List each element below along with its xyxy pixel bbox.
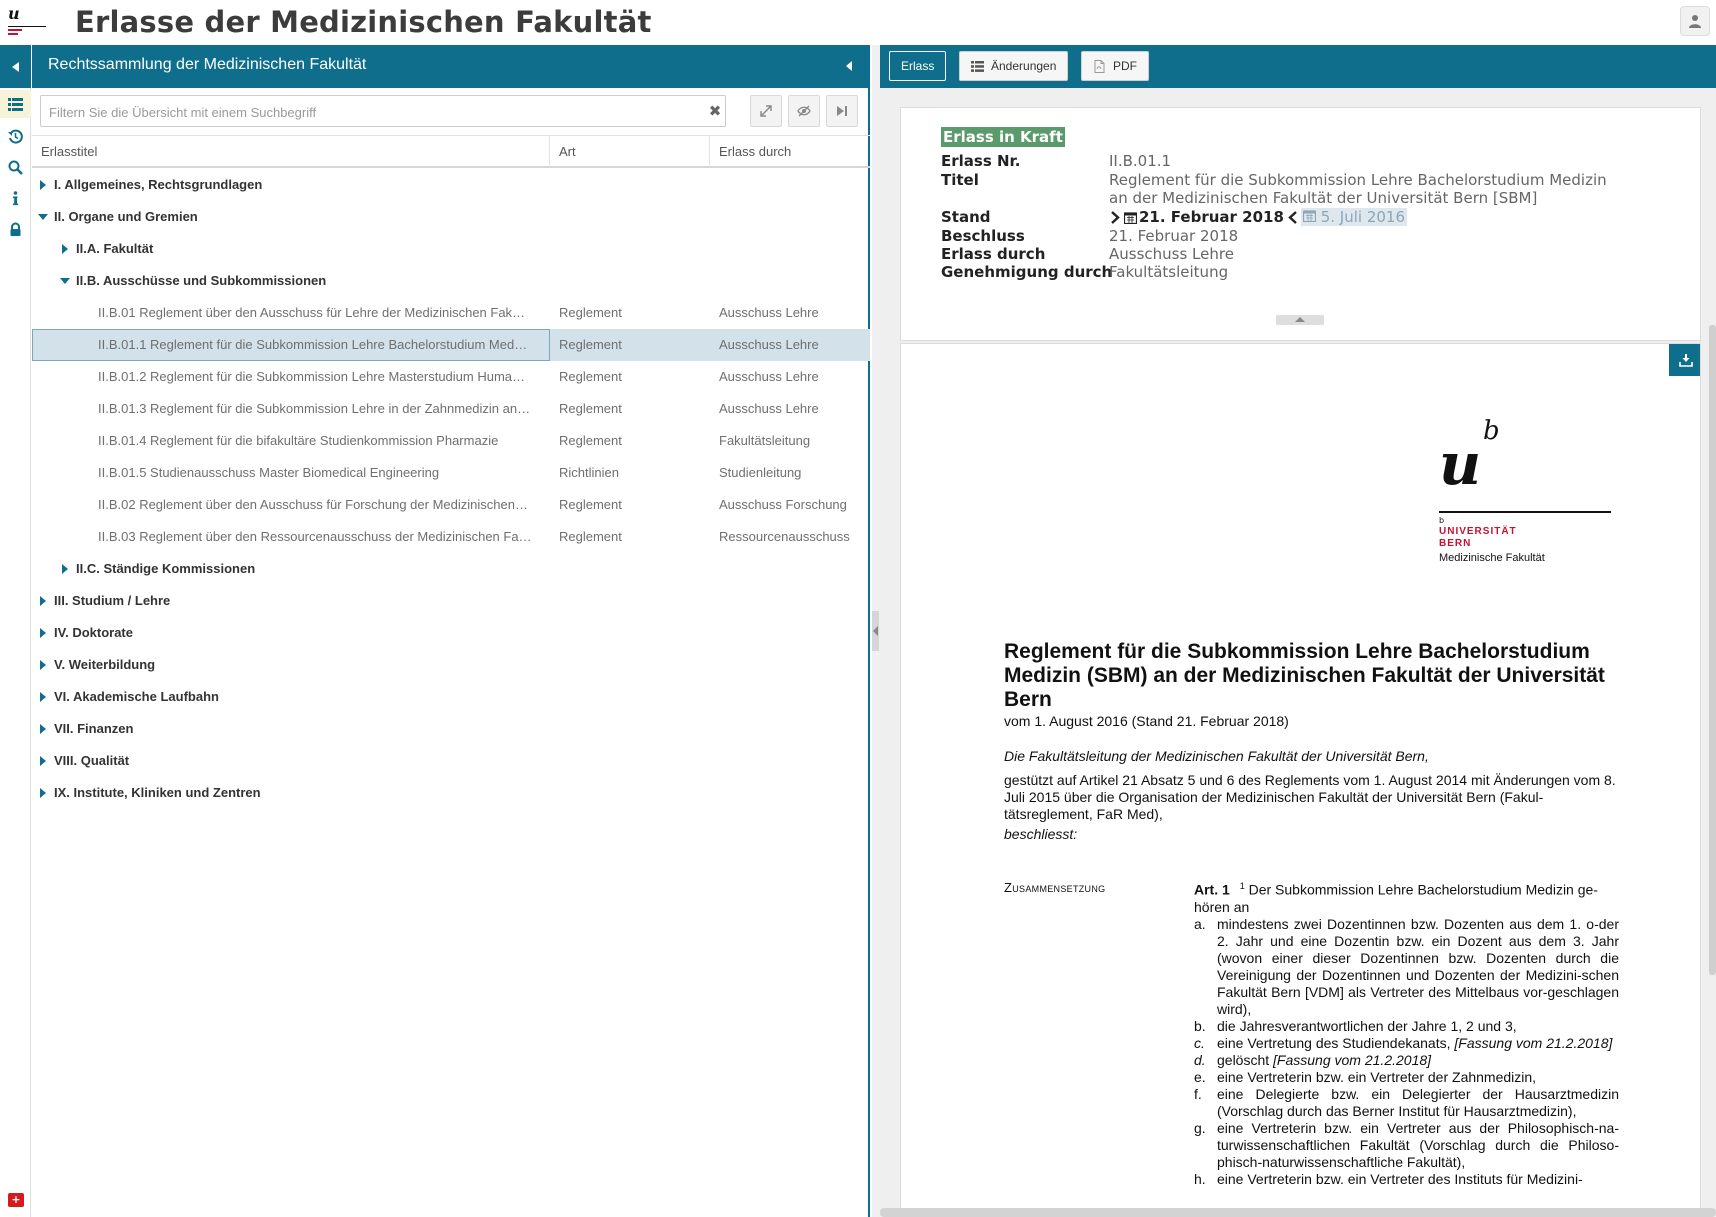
legal-collection-panel <box>32 45 870 1217</box>
article-list-item <box>1194 1120 1619 1171</box>
caret-right-icon[interactable] <box>40 724 46 734</box>
meta-erlass-durch-label: Erlass durch <box>941 245 1046 263</box>
expand-all-button[interactable] <box>750 95 782 127</box>
caret-right-icon[interactable] <box>40 596 46 606</box>
tab-pdf[interactable] <box>1081 51 1149 81</box>
document-view <box>900 343 1701 1217</box>
tree-row-art: Reglement <box>559 401 622 416</box>
rail-info-button[interactable] <box>0 184 31 212</box>
legal-collection-header <box>32 45 870 88</box>
list-item-text: mindestens zwei Dozentinnen bzw. Dozenten aus dem 1. o-der 2. Jahr und eine Dozentin bzw. ein Dozent aus dem 3. Jahr (wovon einer dieser Dozentinnen bzw. Dozenten durch die Vereinigung der Dozentinnen und Dozenten der Medizini-schen Fakultät Bern [VDM] als Vertreter des Mittelbaus vor-geschlagen wird), <box>1217 916 1619 1017</box>
list-item-version-note: [Fassung vom 21.2.2018] <box>1454 1035 1613 1051</box>
caret-right-icon[interactable] <box>40 756 46 766</box>
meta-genehmigung-label: Genehmigung durch <box>941 263 1113 281</box>
tree-row-category[interactable] <box>32 649 870 681</box>
article-list-item <box>1194 1069 1619 1086</box>
tree-row-category[interactable] <box>32 745 870 777</box>
tree-row-label: IX. Institute, Kliniken und Zentren <box>54 785 261 800</box>
article-1-heading <box>1194 878 1619 916</box>
list-marker: e. <box>1194 1069 1206 1085</box>
document-panel <box>880 45 1716 1217</box>
tree-row-art: Reglement <box>559 433 622 448</box>
add-bookmark-icon[interactable]: + <box>8 1193 24 1207</box>
university-bern-logo <box>1439 416 1611 566</box>
tree-row-category[interactable] <box>32 681 870 713</box>
meta-erlass-nr-label: Erlass Nr. <box>941 152 1021 170</box>
tree-row-art: Reglement <box>559 337 622 352</box>
caret-left-icon <box>12 62 20 72</box>
document-intro: Die Fakultätsleitung der Medizinischen Fakultät der Universität Bern, <box>1004 748 1429 764</box>
tree-row-label: II.B.01.4 Reglement für die bifakultäre Studienkommission Pharmazie <box>98 433 499 448</box>
download-button[interactable] <box>1669 344 1701 376</box>
list-item-text: gelöscht <box>1217 1052 1270 1068</box>
tree-row-label: II.B.03 Reglement über den Ressourcenausschuss der Medizinischen Fa… <box>98 529 532 544</box>
stand-previous-date: 5. Juli 2016 <box>1320 208 1405 226</box>
lock-icon <box>8 222 23 237</box>
article-1-list <box>1194 916 1619 1188</box>
meta-erlass-durch-value: Ausschuss Lehre <box>1109 245 1234 263</box>
logo-university-text <box>1439 526 1517 550</box>
tree-row-erlass[interactable] <box>32 521 870 553</box>
tree-row-label: II.C. Ständige Kommissionen <box>76 561 256 576</box>
list-item-text: eine Vertreterin bzw. ein Vertreter des Instituts für Medizini- <box>1217 1171 1583 1187</box>
tree-row-label: II.B.02 Reglement über den Ausschuss für Forschung der Medizinischen… <box>98 497 528 512</box>
university-logo-small[interactable] <box>6 4 50 40</box>
tree-row-category[interactable] <box>32 233 870 265</box>
list-marker: a. <box>1194 916 1206 932</box>
list-item-text: eine Delegierte bzw. ein Delegierter der Hausarztmedizin (Vorschlag durch das Berner Institut für Hausarztmedizin), <box>1217 1086 1619 1119</box>
rail-lock-button[interactable] <box>0 215 31 243</box>
tree-row-category[interactable] <box>32 777 870 809</box>
column-art[interactable]: Art <box>549 136 709 167</box>
list-marker: g. <box>1194 1120 1206 1136</box>
stand-version-selector <box>1109 208 1407 226</box>
tree-row-label: II.A. Fakultät <box>76 241 154 256</box>
article-list-item <box>1194 1018 1619 1035</box>
tree-row-category[interactable] <box>32 713 870 745</box>
document-decides: beschliesst: <box>1004 826 1078 842</box>
list-marker: d. <box>1194 1052 1206 1068</box>
article-list-item <box>1194 1086 1619 1120</box>
splitter-handle[interactable] <box>872 611 879 651</box>
list-icon <box>8 97 23 112</box>
article-list-item <box>1194 1035 1619 1052</box>
logo-red-mark-2 <box>8 33 18 35</box>
tree-row-erlass[interactable] <box>32 297 870 329</box>
history-icon <box>8 129 23 144</box>
tree-row-label: II.B.01.2 Reglement für die Subkommission Lehre Masterstudium Huma… <box>98 369 526 384</box>
tree-row-erlass-durch: Ausschuss Forschung <box>719 497 847 512</box>
list-icon <box>971 60 984 73</box>
caret-down-icon[interactable] <box>38 214 48 220</box>
tree-row-erlass-durch: Ausschuss Lehre <box>719 305 819 320</box>
logo-rule <box>1439 511 1611 513</box>
tree-row-label: IV. Doktorate <box>54 625 133 640</box>
tab-aenderungen[interactable] <box>959 51 1068 81</box>
tree-row-erlass-durch: Ressourcenausschuss <box>719 529 850 544</box>
article-list-item <box>1194 1052 1619 1069</box>
rail-history-button[interactable] <box>0 122 31 150</box>
meta-beschluss-value: 21. Februar 2018 <box>1109 227 1239 245</box>
chevron-left-icon[interactable] <box>1286 211 1299 224</box>
caret-right-icon[interactable] <box>40 788 46 798</box>
list-marker: f. <box>1194 1086 1202 1102</box>
tab-pdf-label: PDF <box>1113 59 1137 73</box>
tab-erlass-label: Erlass <box>901 59 935 73</box>
caret-right-icon[interactable] <box>40 660 46 670</box>
tree-row-erlass[interactable] <box>32 489 870 521</box>
list-marker: b. <box>1194 1018 1206 1034</box>
tree-row-category[interactable] <box>32 617 870 649</box>
tree-row-label: II.B. Ausschüsse und Subkommissionen <box>76 273 327 288</box>
meta-beschluss-label: Beschluss <box>941 227 1025 245</box>
side-heading-text: Zusammensetzung <box>1004 880 1106 895</box>
legal-collection-title: Rechtssammlung der Medizinischen Fakultät <box>48 56 367 73</box>
meta-titel-value: Reglement für die Subkommission Lehre Bachelorstudium Medizin an der Medizinischen Fakultät der Universität Bern [SBM] <box>1109 171 1607 207</box>
expand-arrows-icon <box>759 104 773 118</box>
column-erlass-durch[interactable]: Erlass durch <box>709 136 870 167</box>
filter-search-box <box>40 95 726 127</box>
tree-row-erlass-durch: Fakultätsleitung <box>719 433 811 448</box>
meta-stand-label: Stand <box>941 208 991 226</box>
caret-right-icon[interactable] <box>40 628 46 638</box>
chevron-right-icon[interactable] <box>1109 211 1122 224</box>
clear-filter-icon[interactable]: ✖ <box>708 102 722 120</box>
icon-rail <box>0 45 31 1217</box>
eye-slash-icon <box>797 104 811 118</box>
tree-row-erlass[interactable] <box>32 361 870 393</box>
stand-previous-version[interactable] <box>1301 208 1407 226</box>
filter-input[interactable] <box>49 102 689 122</box>
user-icon <box>1688 14 1702 28</box>
list-item-text: die Jahresverantwortlichen der Jahre 1, 2 und 3, <box>1217 1018 1517 1034</box>
tree-row-category[interactable] <box>32 585 870 617</box>
calendar-icon <box>1124 211 1137 224</box>
document-subtitle: vom 1. August 2016 (Stand 21. Februar 2018) <box>1004 713 1289 729</box>
tree-row-label: VIII. Qualität <box>54 753 130 768</box>
tree-row-label: V. Weiterbildung <box>54 657 156 672</box>
tree-row-erlass[interactable] <box>32 425 870 457</box>
tree-row-label: I. Allgemeines, Rechtsgrundlagen <box>54 177 263 192</box>
info-icon <box>8 191 23 206</box>
tree-row-label: III. Studium / Lehre <box>54 593 171 608</box>
tree-row-art: Richtlinien <box>559 465 619 480</box>
jump-to-end-button[interactable] <box>826 95 858 127</box>
list-item-text: eine Vertreterin bzw. ein Vertreter der Zahnmedizin, <box>1217 1069 1537 1085</box>
list-marker: c. <box>1194 1035 1205 1051</box>
tree-row-erlass[interactable] <box>32 329 870 361</box>
rail-overview-button[interactable] <box>0 90 31 118</box>
logo-rule <box>8 26 46 27</box>
tree-row-category[interactable] <box>32 265 870 297</box>
stand-current-date: 21. Februar 2018 <box>1139 208 1284 226</box>
meta-genehmigung-value: Fakultätsleitung <box>1109 263 1229 281</box>
tree-row-art: Reglement <box>559 369 622 384</box>
logo-u-letter: u <box>1439 430 1482 498</box>
side-heading <box>1004 880 1105 895</box>
article-list-item <box>1194 916 1619 1018</box>
document-title: Reglement für die Subkommission Lehre Bachelorstudium Medizin (SBM) an der Medizinischen Fakultät der Universität Bern <box>1004 640 1605 711</box>
tree-row-category[interactable] <box>32 169 870 201</box>
status-badge: Erlass in Kraft <box>943 128 1063 146</box>
tree-row-label: II.B.01.1 Reglement für die Subkommission Lehre Bachelorstudium Med… <box>98 337 528 352</box>
tree-row-label: VII. Finanzen <box>54 721 134 736</box>
collapse-metadata-button[interactable] <box>1276 315 1324 325</box>
user-button[interactable] <box>1680 6 1710 36</box>
tree-row-label: II.B.01.3 Reglement für die Subkommission Lehre in der Zahnmedizin an… <box>98 401 531 416</box>
list-item-text: eine Vertreterin bzw. ein Vertreter aus der Philosophisch-na-turwissenschaftlichen Fakultät (Vorschlag durch die Philoso-phisch-naturwissenschaftliche Fakultät), <box>1217 1120 1619 1170</box>
article-text: Der Subkommission Lehre Bachelorstudium Medizin ge-hören an <box>1194 881 1598 915</box>
search-icon <box>8 160 23 175</box>
tree-row-erlass-durch: Studienleitung <box>719 465 802 480</box>
logo-red-mark <box>8 29 22 31</box>
document-basis: gestützt auf Artikel 21 Absatz 5 und 6 des Reglements vom 1. August 2014 mit Änderungen vom 8. Juli 2015 über die Organisation der Medizinischen Fakultät der Universität Bern (Fakul-tätsreglement, FaR Med), <box>1004 772 1616 822</box>
document-tabs-bar <box>880 45 1716 88</box>
calendar-icon <box>1303 209 1316 222</box>
collapse-left-panel-icon[interactable] <box>846 61 852 71</box>
logo-b-letter: b <box>1483 416 1500 446</box>
meta-erlass-nr-value: II.B.01.1 <box>1109 152 1172 170</box>
caret-right-icon[interactable] <box>40 692 46 702</box>
tree-row-art: Reglement <box>559 497 622 512</box>
tree-row-label: VI. Akademische Laufbahn <box>54 689 219 704</box>
logo-faculty: Medizinische Fakultät <box>1439 552 1545 564</box>
tree-row-erlass-durch: Ausschuss Lehre <box>719 337 819 352</box>
tree-row-category[interactable] <box>32 201 870 233</box>
page-title: Erlasse der Medizinischen Fakultät <box>75 5 652 39</box>
logo-u: u <box>8 4 20 23</box>
caret-right-icon[interactable] <box>40 180 46 190</box>
list-item-text: eine Vertretung des Studiendekanats, <box>1217 1035 1451 1051</box>
caret-right-icon[interactable] <box>62 244 68 254</box>
tree-row-art: Reglement <box>559 305 622 320</box>
rail-search-button[interactable] <box>0 153 31 181</box>
article-paragraph-number: 1 <box>1239 881 1245 891</box>
rail-collapse-button[interactable] <box>0 45 31 88</box>
article-list-item <box>1194 1171 1619 1188</box>
tree-row-erlass[interactable] <box>32 457 870 489</box>
caret-right-icon[interactable] <box>62 564 68 574</box>
top-bar <box>0 0 1716 45</box>
list-marker: h. <box>1194 1171 1206 1187</box>
logo-universitaet: UNIVERSITÄT <box>1439 526 1517 537</box>
tree-column-header <box>32 135 870 168</box>
logo-bern: BERN <box>1439 538 1472 549</box>
caret-down-icon[interactable] <box>60 278 70 284</box>
document-vertical-scrollbar[interactable] <box>1709 325 1716 975</box>
tree-row-art: Reglement <box>559 529 622 544</box>
tree-row-category[interactable] <box>32 553 870 585</box>
panel-splitter[interactable] <box>872 45 880 1217</box>
skip-forward-icon <box>835 104 849 118</box>
pdf-file-icon <box>1093 60 1106 73</box>
tree-row-erlass[interactable] <box>32 393 870 425</box>
article-label: Art. 1 <box>1194 881 1230 898</box>
tree-row-label: II.B.01.5 Studienausschuss Master Biomedical Engineering <box>98 465 440 480</box>
list-item-version-note: [Fassung vom 21.2.2018] <box>1273 1052 1432 1068</box>
tab-erlass[interactable] <box>889 51 946 81</box>
document-horizontal-scrollbar[interactable] <box>880 1208 1716 1217</box>
tree-row-erlass-durch: Ausschuss Lehre <box>719 369 819 384</box>
tree-row-erlass-durch: Ausschuss Lehre <box>719 401 819 416</box>
download-icon <box>1679 353 1693 367</box>
logo-small-b: b <box>1439 516 1445 525</box>
column-erlasstitel[interactable]: Erlasstitel <box>41 144 98 159</box>
tab-aenderungen-label: Änderungen <box>991 59 1057 73</box>
tree-row-label: II. Organe und Gremien <box>54 209 198 224</box>
toggle-hidden-button[interactable] <box>788 95 820 127</box>
meta-titel-label: Titel <box>941 171 979 189</box>
tree-row-label: II.B.01 Reglement über den Ausschuss für Lehre der Medizinischen Fak… <box>98 305 526 320</box>
